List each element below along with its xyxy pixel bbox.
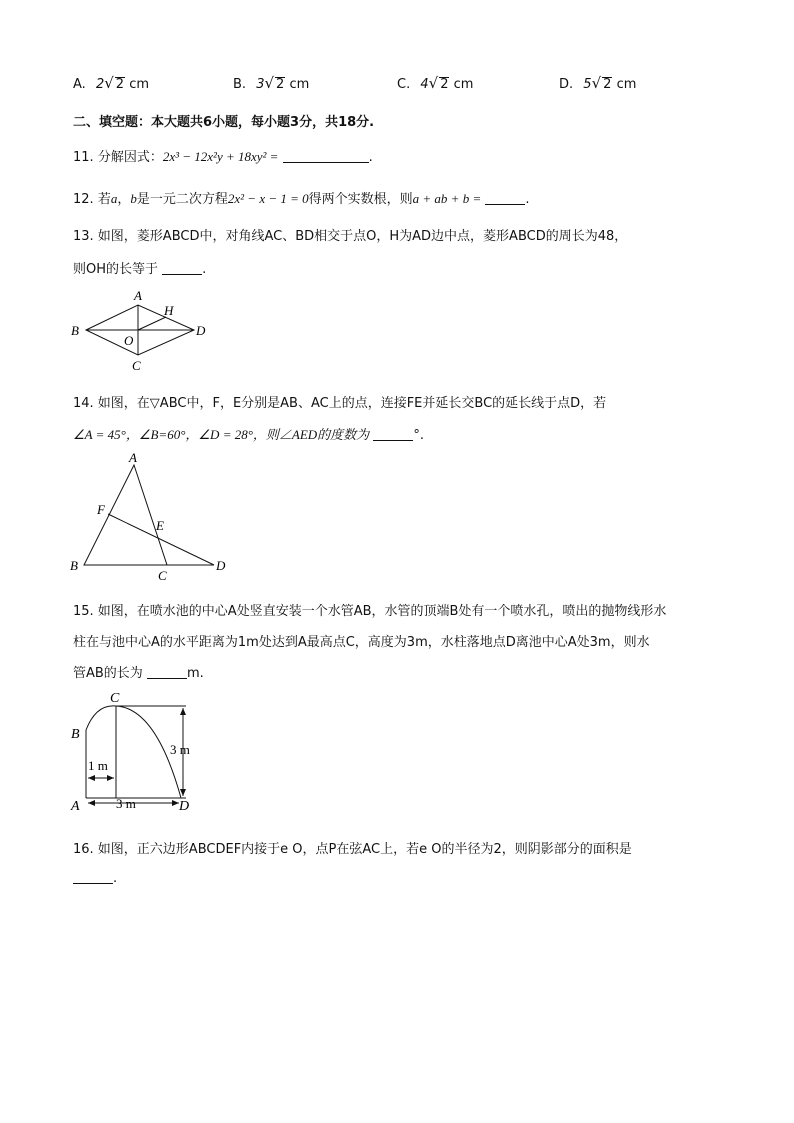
question-15-line-3 [73, 662, 204, 681]
triangle-figure [66, 450, 236, 585]
answer-blank[interactable] [147, 665, 187, 679]
question-text: 管AB的长为 [73, 666, 143, 681]
water-parabola [86, 706, 181, 798]
label-a: A [71, 799, 80, 814]
sqrt-icon: √ [591, 74, 602, 92]
label-c: C [158, 568, 167, 583]
option-label: D. [559, 77, 574, 92]
label-o: O [124, 333, 134, 348]
question-unit: m. [186, 666, 204, 681]
question-text: 则OH的长等于 [73, 262, 159, 277]
answer-blank[interactable] [283, 149, 369, 163]
question-end: . [113, 871, 118, 886]
option-radicand: 2 [115, 77, 125, 92]
segment-oh [138, 317, 166, 330]
option-c [397, 74, 473, 92]
var-a: a [110, 191, 118, 206]
label-b: B [70, 558, 78, 573]
option-a [73, 74, 149, 92]
arrow-up-icon [180, 708, 186, 715]
question-11 [73, 146, 373, 165]
question-text: 得两个实数根，则 [308, 192, 413, 207]
question-text: 若 [97, 192, 111, 207]
arrow-down-icon [180, 789, 186, 796]
label-c: C [110, 691, 120, 706]
sqrt-icon: √ [428, 74, 439, 92]
option-radicand: 2 [603, 77, 612, 92]
label-h: H [164, 303, 174, 318]
question-end: . [525, 192, 530, 207]
label-d: D [179, 799, 190, 814]
label-c: C [132, 358, 141, 373]
option-radicand: 2 [276, 77, 285, 92]
question-14-line-2 [73, 424, 424, 443]
question-end: . [202, 262, 207, 277]
option-b [233, 74, 309, 92]
question-14-line-1: 14. 如图，在▽ABC中，F，E分别是AB、AC上的点，连接FE并延长交BC的延长线于点D，若 [73, 396, 607, 411]
option-label: B. [233, 77, 247, 92]
label-a: A [134, 288, 142, 303]
label-3m: 3 m [116, 796, 136, 811]
option-coef: 2 [95, 77, 105, 92]
option-radicand: 2 [440, 77, 449, 92]
label-f: F [97, 502, 105, 517]
label-b: B [71, 323, 79, 338]
comma: ， [117, 192, 131, 207]
option-d [559, 74, 636, 92]
math-expression: a + ab + b = [412, 191, 482, 206]
math-equation: 2x² − x − 1 = 0 [227, 191, 309, 206]
label-a: A [129, 450, 137, 465]
option-coef: 3 [256, 77, 265, 92]
question-number: 12. [73, 192, 94, 207]
label-b: B [71, 727, 80, 742]
question-text: 分解因式： [97, 150, 163, 165]
question-15-line-1: 15. 如图，在喷水池的中心A处竖直安装一个水管AB，水管的顶端B处有一个喷水孔，喷出的抛物线形水 [73, 604, 667, 619]
answer-blank[interactable] [485, 191, 525, 205]
label-e: E [156, 518, 164, 533]
option-unit: cm [289, 77, 310, 92]
question-text: ∠A = 45°，∠B=60°，∠D = 28°，则∠AED的度数为 [73, 427, 370, 442]
question-13-line-2 [73, 258, 206, 277]
option-unit: cm [616, 77, 637, 92]
answer-blank[interactable] [162, 261, 202, 275]
question-end: . [368, 150, 373, 165]
arrow-left-icon [88, 775, 95, 781]
question-16-line-2 [73, 870, 117, 886]
question-number: 11. [73, 150, 94, 165]
option-coef: 5 [583, 77, 592, 92]
label-d: D [216, 558, 226, 573]
option-unit: cm [453, 77, 474, 92]
answer-blank[interactable] [373, 427, 413, 441]
arrow-left-icon [88, 800, 95, 806]
arrow-right-icon [172, 800, 179, 806]
label-1m: 1 m [88, 758, 108, 773]
option-label: C. [397, 77, 411, 92]
question-12 [73, 188, 530, 207]
sqrt-icon: √ [264, 74, 275, 92]
math-expression: 2x³ − 12x²y + 18xy² = [162, 149, 279, 164]
question-text: 是一元二次方程 [136, 192, 228, 207]
question-15-line-2: 柱在与池中心A的水平距离为1m处达到A最高点C，高度为3m，水柱落地点D离池中心A处3m，则水 [73, 635, 650, 650]
rhombus-figure [66, 285, 216, 375]
option-coef: 4 [420, 77, 429, 92]
label-d: D [196, 323, 206, 338]
var-b: b [130, 191, 137, 206]
option-unit: cm [129, 77, 150, 92]
label-height: 3 m [170, 742, 190, 757]
question-end: °. [413, 428, 424, 443]
fountain-figure [66, 690, 216, 815]
question-13-line-1: 13. 如图，菱形ABCD中，对角线AC、BD相交于点O，H为AD边中点，菱形ABCD的周长为48， [73, 229, 628, 244]
arrow-right-icon [107, 775, 114, 781]
question-16-line-1: 16. 如图，正六边形ABCDEF内接于e O，点P在弦AC上，若e O的半径为2，则阴影部分的面积是 [73, 842, 632, 857]
section-title: 二、填空题：本大题共6小题，每小题3分，共18分. [73, 115, 375, 130]
option-label: A. [73, 77, 86, 92]
answer-blank[interactable] [73, 870, 113, 884]
sqrt-icon: √ [104, 74, 114, 92]
